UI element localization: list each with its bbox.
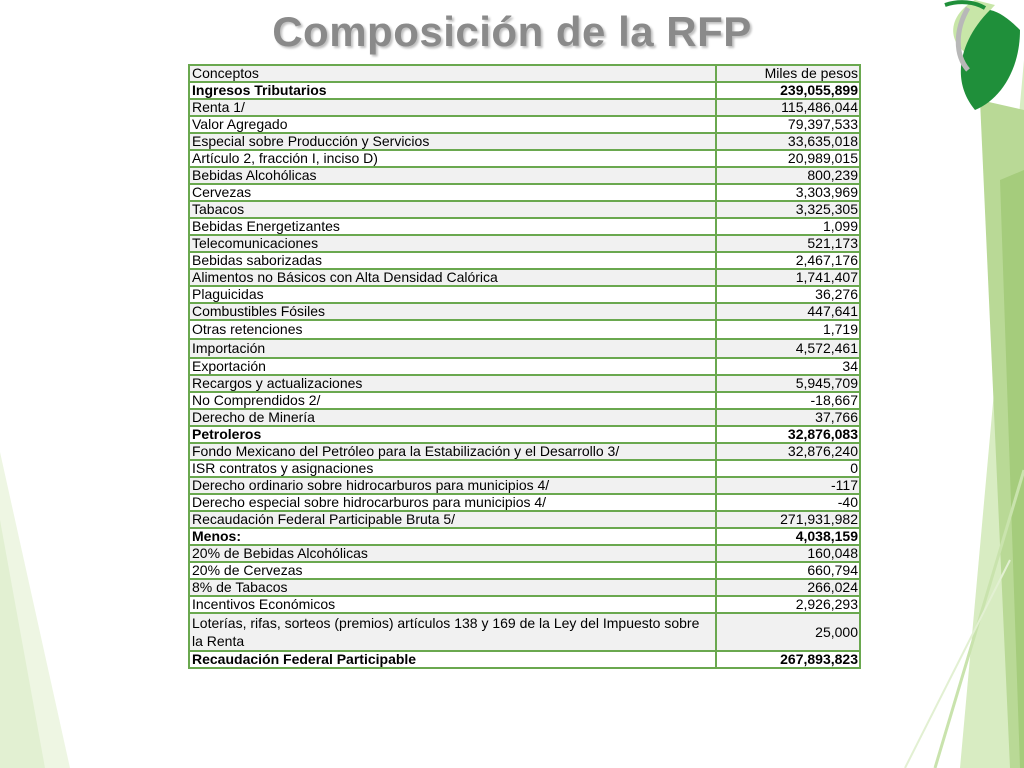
concept-cell: Derecho de Minería — [189, 409, 716, 426]
value-cell: 266,024 — [716, 579, 860, 596]
table-row — [189, 651, 860, 668]
table-row — [189, 167, 860, 184]
value-cell: 2,467,176 — [716, 252, 860, 269]
table-row — [189, 358, 860, 375]
value-cell: 36,276 — [716, 286, 860, 303]
value-cell: 521,173 — [716, 235, 860, 252]
value-cell: 160,048 — [716, 545, 860, 562]
concept-cell: Derecho especial sobre hidrocarburos para municipios 4/ — [189, 494, 716, 511]
value-cell: 3,303,969 — [716, 184, 860, 201]
value-cell: 2,926,293 — [716, 596, 860, 613]
header-value-cell: Miles de pesos — [716, 65, 860, 82]
concept-cell: Ingresos Tributarios — [189, 82, 716, 99]
concept-cell: Recaudación Federal Participable Bruta 5/ — [189, 511, 716, 528]
table-row — [189, 596, 860, 613]
value-cell: -117 — [716, 477, 860, 494]
value-cell: 660,794 — [716, 562, 860, 579]
table-row — [189, 375, 860, 392]
table-row — [189, 252, 860, 269]
table-row — [189, 201, 860, 218]
table-row — [189, 613, 860, 651]
concept-cell: Fondo Mexicano del Petróleo para la Estabilización y el Desarrollo 3/ — [189, 443, 716, 460]
concept-cell: Loterías, rifas, sorteos (premios) artículos 138 y 169 de la Ley del Impuesto sobre la Renta — [189, 613, 716, 651]
concept-cell: Bebidas Alcohólicas — [189, 167, 716, 184]
value-cell: 4,038,159 — [716, 528, 860, 545]
value-cell: 33,635,018 — [716, 133, 860, 150]
value-cell: 1,741,407 — [716, 269, 860, 286]
concept-cell: No Comprendidos 2/ — [189, 392, 716, 409]
table-row — [189, 494, 860, 511]
concept-cell: Telecomunicaciones — [189, 235, 716, 252]
table-row — [189, 82, 860, 99]
table-row — [189, 339, 860, 358]
table-row — [189, 477, 860, 494]
concept-cell: Derecho ordinario sobre hidrocarburos para municipios 4/ — [189, 477, 716, 494]
concept-cell: Plaguicidas — [189, 286, 716, 303]
value-cell: 25,000 — [716, 613, 860, 651]
value-cell: -18,667 — [716, 392, 860, 409]
concept-cell: Incentivos Económicos — [189, 596, 716, 613]
value-cell: 267,893,823 — [716, 651, 860, 668]
concept-cell: Tabacos — [189, 201, 716, 218]
table-row — [189, 528, 860, 545]
concept-cell: Petroleros — [189, 426, 716, 443]
table-row — [189, 562, 860, 579]
table-row — [189, 184, 860, 201]
concept-cell: Exportación — [189, 358, 716, 375]
value-cell: 800,239 — [716, 167, 860, 184]
value-cell: 37,766 — [716, 409, 860, 426]
table-row — [189, 218, 860, 235]
value-cell: 271,931,982 — [716, 511, 860, 528]
concept-cell: Recaudación Federal Participable — [189, 651, 716, 668]
value-cell: 79,397,533 — [716, 116, 860, 133]
concept-cell: Combustibles Fósiles — [189, 303, 716, 320]
concept-cell: Cervezas — [189, 184, 716, 201]
table-row — [189, 320, 860, 339]
rfp-composition-table — [188, 64, 861, 669]
table-row — [189, 150, 860, 167]
concept-cell: Artículo 2, fracción I, inciso D) — [189, 150, 716, 167]
table-row — [189, 99, 860, 116]
value-cell: 239,055,899 — [716, 82, 860, 99]
value-cell: 0 — [716, 460, 860, 477]
table-row — [189, 269, 860, 286]
value-cell: 4,572,461 — [716, 339, 860, 358]
concept-cell: 20% de Bebidas Alcohólicas — [189, 545, 716, 562]
table-row — [189, 443, 860, 460]
value-cell: 447,641 — [716, 303, 860, 320]
table-row — [189, 116, 860, 133]
slide-title: Composición de la RFP — [272, 8, 752, 55]
table-row — [189, 426, 860, 443]
value-cell: 115,486,044 — [716, 99, 860, 116]
table-row — [189, 409, 860, 426]
table-row — [189, 286, 860, 303]
value-cell: 20,989,015 — [716, 150, 860, 167]
concept-cell: Bebidas Energetizantes — [189, 218, 716, 235]
value-cell: 32,876,083 — [716, 426, 860, 443]
concept-cell: Recargos y actualizaciones — [189, 375, 716, 392]
concept-cell: Valor Agregado — [189, 116, 716, 133]
value-cell: 34 — [716, 358, 860, 375]
value-cell: 1,719 — [716, 320, 860, 339]
table-row — [189, 133, 860, 150]
concept-cell: Especial sobre Producción y Servicios — [189, 133, 716, 150]
table-row — [189, 392, 860, 409]
concept-cell: 20% de Cervezas — [189, 562, 716, 579]
value-cell: 5,945,709 — [716, 375, 860, 392]
table-header-row — [189, 65, 860, 82]
table-row — [189, 579, 860, 596]
concept-cell: ISR contratos y asignaciones — [189, 460, 716, 477]
table-row — [189, 460, 860, 477]
value-cell: 32,876,240 — [716, 443, 860, 460]
value-cell: 3,325,305 — [716, 201, 860, 218]
table-row — [189, 235, 860, 252]
value-cell: -40 — [716, 494, 860, 511]
concept-cell: Importación — [189, 339, 716, 358]
concept-cell: Otras retenciones — [189, 320, 716, 339]
concept-cell: Bebidas saborizadas — [189, 252, 716, 269]
table-row — [189, 511, 860, 528]
value-cell: 1,099 — [716, 218, 860, 235]
concept-cell: Alimentos no Básicos con Alta Densidad Calórica — [189, 269, 716, 286]
table-row — [189, 545, 860, 562]
concept-cell: Renta 1/ — [189, 99, 716, 116]
table-row — [189, 303, 860, 320]
header-concept-cell: Conceptos — [189, 65, 716, 82]
concept-cell: 8% de Tabacos — [189, 579, 716, 596]
concept-cell: Menos: — [189, 528, 716, 545]
